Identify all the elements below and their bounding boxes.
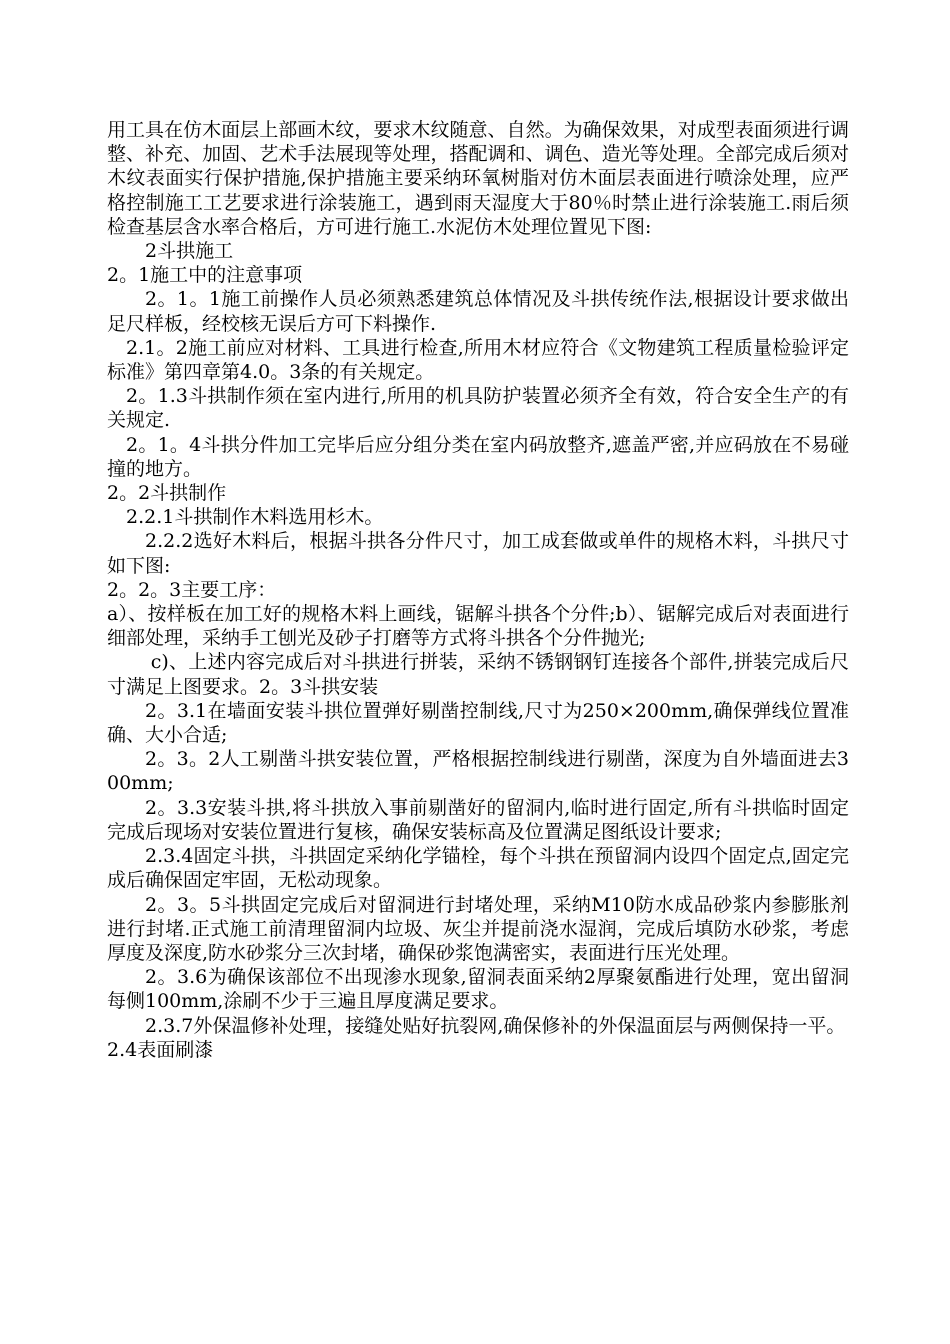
paragraph-2-1-4: 2。1。4斗拱分件加工完毕后应分组分类在室内码放整齐,遮盖严密,并应码放在不易碰撞的地方。 bbox=[107, 433, 849, 480]
paragraph-2-2-2: 2.2.2选好木料后，根据斗拱各分件尺寸，加工成套做或单件的规格木料，斗拱尺寸如下图: bbox=[107, 530, 849, 577]
paragraph-2-3-2: 2。3。2人工剔凿斗拱安装位置，严格根据控制线进行剔凿，深度为自外墙面进去300mm; bbox=[107, 748, 849, 795]
paragraph-2-3-7: 2.3.7外保温修补处理，接缝处贴好抗裂网,确保修补的外保温面层与两侧保持一平。 bbox=[145, 1014, 846, 1037]
heading-2-2-3: 2。2。3主要工序： bbox=[107, 578, 277, 601]
paragraph-2-3-3: 2。3.3安装斗拱,将斗拱放入事前剔凿好的留洞内,临时进行固定,所有斗拱临时固定完成后现场对安装位置进行复核，确保安装标高及位置满足图纸设计要求; bbox=[107, 796, 849, 843]
heading-2-4-painting: 2.4表面刷漆 bbox=[107, 1038, 214, 1061]
paragraph-2-1-3: 2。1.3斗拱制作须在室内进行,所用的机具防护装置必须齐全有效，符合安全生产的有关规定. bbox=[107, 385, 849, 432]
heading-2-2-fabrication: 2。2斗拱制作 bbox=[107, 482, 227, 505]
paragraph-process-a-b: a）、按样板在加工好的规格木料上画线，锯解斗拱各个分件;b）、锯解完成后对表面进行细部处理，采纳手工刨光及砂子打磨等方式将斗拱各个分件抛光; bbox=[107, 603, 849, 650]
document-page bbox=[107, 118, 849, 1062]
paragraph-2-1-2: 2.1。2施工前应对材料、工具进行检查,所用木材应符合《文物建筑工程质量检验评定标准》第四章第4.0。3条的有关规定。 bbox=[107, 336, 849, 384]
paragraph-wood-texture: 用工具在仿木面层上部画木纹，要求木纹随意、自然。为确保效果，对成型表面须进行调整、补充、加固、艺术手法展现等处理，搭配调和、调色、造光等处理。全部完成后须对木纹表面实行保护措施,保护措施主要采纳环氧树脂对仿木面层表面进行喷涂处理，应严格控制施工工艺要求进行涂装施工，遇到雨天湿度大于80％时禁止进行涂装施工.雨后须检查基层含水率合格后，方可进行施工.水泥仿木处理位置见下图: bbox=[107, 119, 849, 238]
paragraph-2-3-5: 2。3。5斗拱固定完成后对留洞进行封堵处理，采纳M10防水成品砂浆内参膨胀剂进行封堵.正式施工前清理留洞内垃圾、灰尘并提前浇水湿润，完成后填防水砂浆，考虑厚度及深度,防水砂浆分三次封堵，确保砂浆饱满密实，表面进行压光处理。 bbox=[107, 893, 849, 964]
heading-2-1-precautions: 2。1施工中的注意事项 bbox=[107, 264, 303, 287]
paragraph-2-1-1: 2。1。1施工前操作人员必须熟悉建筑总体情况及斗拱传统作法,根据设计要求做出足尺样板，经校核无误后方可下料操作. bbox=[107, 288, 849, 335]
paragraph-2-2-1: 2.2.1斗拱制作木料选用杉木。 bbox=[126, 506, 384, 529]
paragraph-2-3-4: 2.3.4固定斗拱，斗拱固定采纳化学锚栓，每个斗拱在预留洞内设四个固定点,固定完成后确保固定牢固，无松动现象。 bbox=[107, 845, 849, 892]
heading-bracket-construction: 2斗拱施工 bbox=[145, 240, 234, 263]
paragraph-2-3-1: 2。3.1在墙面安装斗拱位置弹好剔凿控制线,尺寸为250×200mm,确保弹线位置准确、大小合适; bbox=[107, 699, 849, 747]
paragraph-2-3-6: 2。3.6为确保该部位不出现渗水现象,留洞表面采纳2厚聚氨酯进行处理，宽出留洞每侧100mm,涂刷不少于三遍且厚度满足要求。 bbox=[107, 966, 849, 1013]
paragraph-process-c: c)、上述内容完成后对斗拱进行拼装，采纳不锈钢钢钉连接各个部件,拼装完成后尺寸满足上图要求。2。3斗拱安装 bbox=[107, 651, 849, 698]
